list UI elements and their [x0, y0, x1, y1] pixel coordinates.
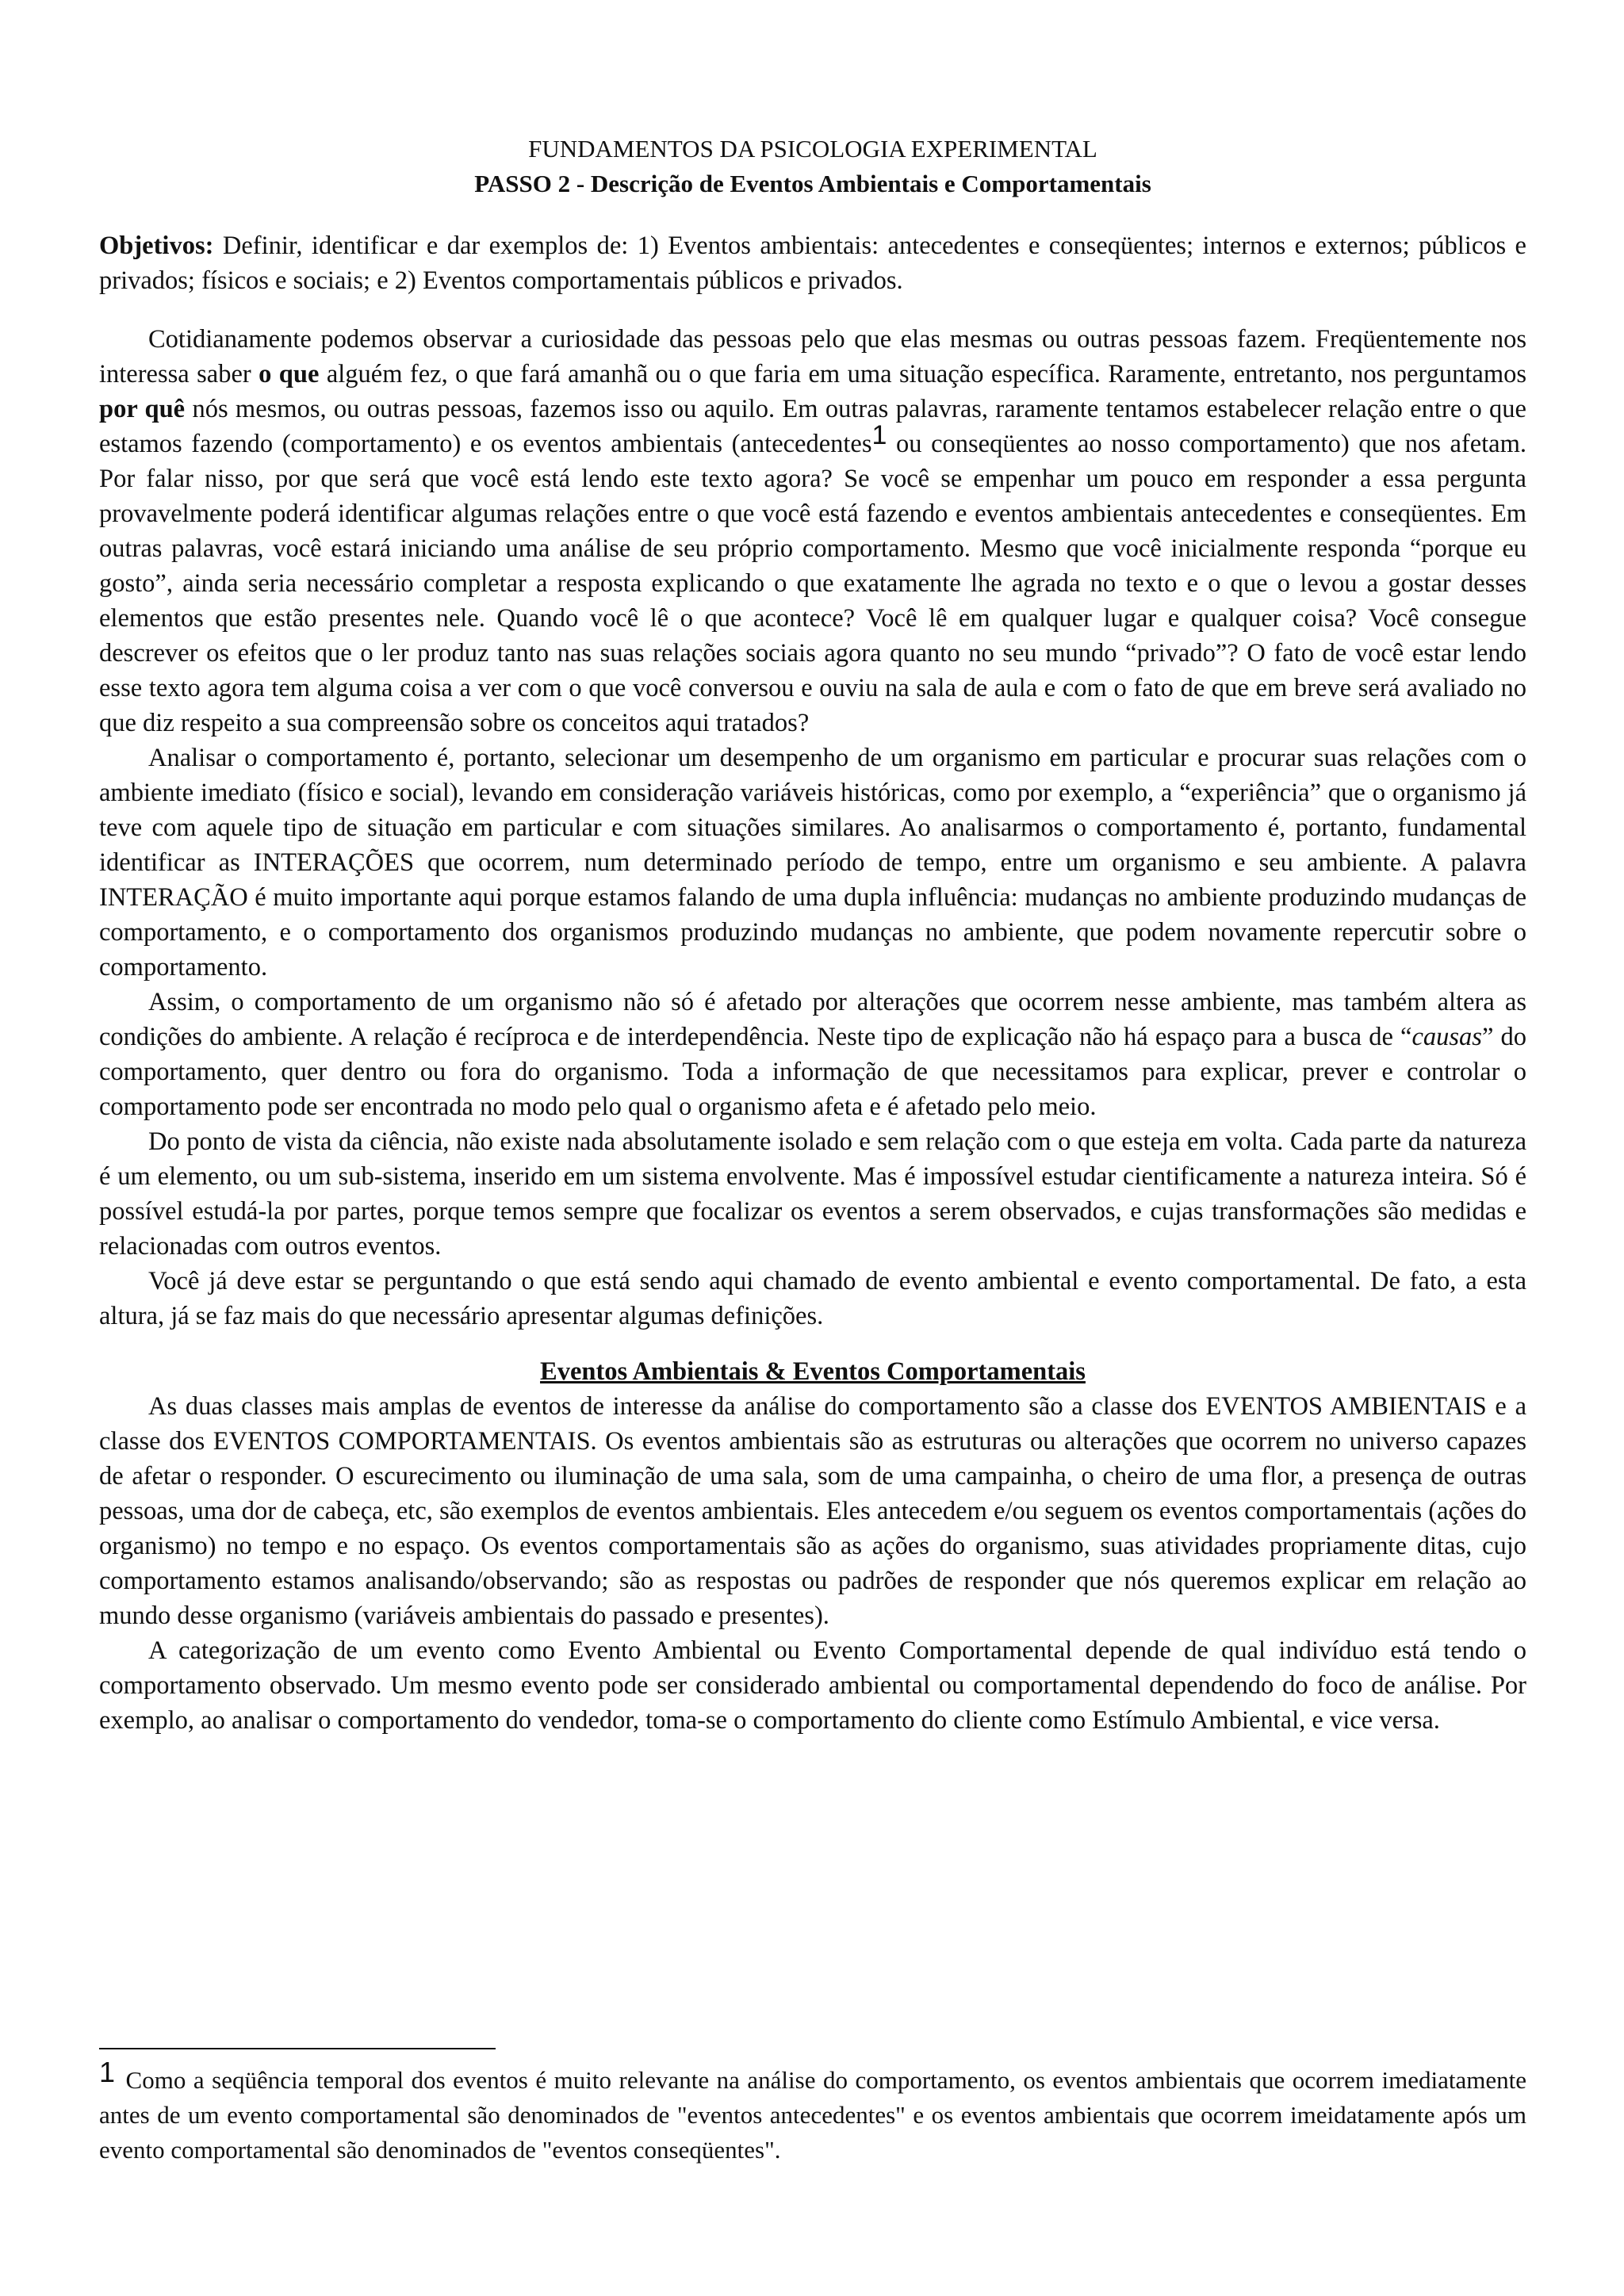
document-body	[99, 132, 1526, 1738]
footnote	[99, 2056, 1526, 2168]
objectives-text: Definir, identificar e dar exemplos de: 1) Eventos ambientais: antecedentes e conseqüentes; internos e externos; públicos e privados; físicos e sociais; e 2) Eventos comportamentais públicos e privados.	[99, 232, 1526, 295]
footnote-body: Como a seqüência temporal dos eventos é muito relevante na análise do comportamento, os eventos ambientais que ocorrem imediatamente antes de um evento comportamental são denominados de "eventos antecedentes" e os eventos ambientais que ocorrem imeidatamente após um evento comportamental são denominados de "eventos conseqüentes".	[99, 2066, 1526, 2164]
paragraph-intro-text-c: alguém fez, o que fará amanhã ou o que faria em uma situação específica. Raramente, entretanto, nos perguntamos	[319, 360, 1526, 388]
document-subtitle: PASSO 2 - Descrição de Eventos Ambientais e Comportamentais	[474, 170, 1151, 197]
footnote-reference[interactable]: 1	[871, 420, 887, 450]
paragraph-science: Do ponto de vista da ciência, não existe nada absolutamente isolado e sem relação com o que esteja em volta. Cada parte da natureza é um elemento, ou um sub-sistema, inserido em um sistema envolvente. Mas é impossível estudar cientificamente a natureza inteira. Só é possível estudá-la por partes, porque temos sempre que focalizar os eventos a serem observados, e cujas transformações são medidas e relacionadas com outros eventos.	[99, 1127, 1526, 1261]
objectives-label: Objetivos:	[99, 232, 214, 260]
paragraph-interaction	[99, 985, 1526, 1124]
paragraph-definitions-intro: Você já deve estar se perguntando o que está sendo aqui chamado de evento ambiental e evento comportamental. De fato, a esta altura, já se faz mais do que necessário apresentar algumas definições.	[99, 1267, 1526, 1330]
section-heading: Eventos Ambientais & Eventos Comportamentais	[540, 1357, 1086, 1386]
section-paragraph-categorization: A categorização de um evento como Evento Ambiental ou Evento Comportamental depende de qual indivíduo está tendo o comportamento observado. Um mesmo evento pode ser considerado ambiental ou comportamental dependendo do foco de análise. Por exemplo, ao analisar o comportamento do vendedor, toma-se o comportamento do cliente como Estímulo Ambiental, e vice versa.	[99, 1636, 1526, 1735]
objectives-paragraph	[99, 228, 1526, 298]
paragraph-intro-text-e: nós mesmos, ou outras pessoas, fazemos isso ou aquilo. Em outras palavras, raramente tentamos estabelecer relação entre o que estamos fazendo (comportamento) e os eventos ambientais (antecedentes	[99, 395, 1526, 458]
paragraph-intro	[99, 322, 1526, 740]
emphasis-por-que: por quê	[99, 395, 186, 423]
document-title: FUNDAMENTOS DA PSICOLOGIA EXPERIMENTAL	[528, 135, 1097, 163]
emphasis-causas: causas	[1411, 1023, 1482, 1051]
footnote-text	[99, 2056, 1526, 2168]
paragraph-analysis: Analisar o comportamento é, portanto, selecionar um desempenho de um organismo em particular e procurar suas relações com o ambiente imediato (físico e social), levando em consideração variáveis históricas, como por exemplo, a “experiência” que o organismo já teve com aquele tipo de situação em particular e com situações similares. Ao analisarmos o comportamento é, portanto, fundamental identificar as INTERAÇÕES que ocorrem, num determinado período de tempo, entre um organismo e seu ambiente. A palavra INTERAÇÃO é muito importante aqui porque estamos falando de uma dupla influência: mudanças no ambiente produzindo mudanças de comportamento, e o comportamento dos organismos produzindo mudanças no ambiente, que podem novamente repercutir sobre o comportamento.	[99, 744, 1526, 982]
paragraph-interaction-text-c: ” do comportamento, quer dentro ou fora do organismo. Toda a informação de que necessitamos para explicar, prever e controlar o comportamento pode ser encontrada no modo pelo qual o organismo afeta e é afetado pelo meio.	[99, 1023, 1527, 1121]
section-paragraph-classes: As duas classes mais amplas de eventos de interesse da análise do comportamento são a classe dos EVENTOS AMBIENTAIS e a classe dos EVENTOS COMPORTAMENTAIS. Os eventos ambientais são as estruturas ou alterações que ocorrem no universo capazes de afetar o responder. O escurecimento ou iluminação de uma sala, som de uma campainha, o cheiro de uma flor, a presença de outras pessoas, uma dor de cabeça, etc, são exemplos de eventos ambientais. Eles antecedem e/ou seguem os eventos comportamentais (ações do organismo) no tempo e no espaço. Os eventos comportamentais são as ações do organismo, suas atividades propriamente ditas, cujo comportamento estamos analisando/observando; são as respostas ou padrões de responder que nós queremos explicar em relação ao mundo desse organismo (variáveis ambientais do passado e presentes).	[99, 1392, 1526, 1630]
paragraph-intro-text-f: ou conseqüentes ao nosso comportamento) que nos afetam. Por falar nisso, por que será que você está lendo este texto agora? Se você se empenhar um pouco em responder a essa pergunta provavelmente poderá identificar algumas relações entre o que você está fazendo e eventos ambientais antecedentes e conseqüentes. Em outras palavras, você estará iniciando uma análise de seu próprio comportamento. Mesmo que você inicialmente responda “porque eu gosto”, ainda seria necessário completar a resposta explicando o que exatamente lhe agrada no texto e o que o levou a gostar desses elementos que estão presentes nele. Quando você lê o que acontece? Você lê em qualquer lugar e qualquer coisa? Você consegue descrever os efeitos que o ler produz tanto nas suas relações sociais agora quanto no seu mundo “privado”? O fato de você estar lendo esse texto agora tem alguma coisa a ver com o que você conversou e ouviu na sala de aula e com o fato de que em breve será avaliado no que diz respeito a sua compreensão sobre os conceitos aqui tratados?	[99, 430, 1527, 737]
paragraph-interaction-text-a: Assim, o comportamento de um organismo não só é afetado por alterações que ocorrem nesse ambiente, mas também altera as condições do ambiente. A relação é recíproca e de interdependência. Neste tipo de explicação não há espaço para a busca de “	[99, 988, 1526, 1051]
paragraph-intro-text-a: Cotidianamente podemos observar a curiosidade das pessoas pelo que elas mesmas ou outras pessoas fazem. Freqüentemente nos interessa saber	[99, 325, 1526, 388]
footnote-separator	[99, 2048, 496, 2049]
footnote-mark: 1	[99, 2056, 116, 2088]
emphasis-o-que: o que	[259, 360, 320, 388]
